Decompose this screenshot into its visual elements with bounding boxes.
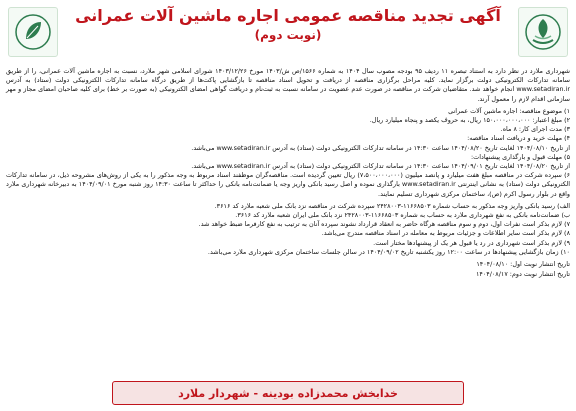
notice-title: آگهی تجدید مناقصه عمومی اجاره ماشین آلات عمرانی xyxy=(75,6,501,25)
municipality-emblem-icon xyxy=(523,12,563,52)
list-item: ۸) لازم بذکر است سایر اطلاعات و جزئیات مربوط به معامله در اسناد مناقصه مندرج می‌باشد. xyxy=(321,229,570,238)
leaf-emblem-icon xyxy=(13,12,53,52)
intro-paragraph: شهرداری ملارد در نظر دارد به استناد تبصره ۱۱ ردیف ۹۵ بودجه مصوب سال ۱۴۰۴ به شماره ۱۵۶۶/ص ش/۱۴۰۳ مورخ ۱۴۰۳/۱۲/۲۶ شورای اسلامی شهر ملارد، نسبت به اجاره ماشین آلات عمرانی، را از طریق سامانه تدارکات الکترونیکی دولت برگزار نماید. کلیه مراحل برگزاری مناقصه از دریافت و تحویل اسناد مناقصه تا بازگشایی پاکت‌ها از طریق درگاه سامانه تدارکات الکترونیکی دولت (ستاد) به آدرس www.setadiran.ir انجام خواهد شد. متقاضیان شرکت در مناقصه در صورت عدم عضویت در سامانه نسبت به ثبت‌نام و دریافت گواهی امضای الکترونیکی (به صورت بر خط) برای کلیه صاحبان امضای مجاز و مهر سازمانی اقدام لازم را معمول آرند. xyxy=(6,67,570,103)
signature-text: خدابخش محمدزاده بودینه - شهردار ملارد xyxy=(178,386,398,400)
publication-date-second: تاریخ انتشار نوبت دوم: ۱۴۰۴/۰۸/۱۷ xyxy=(475,269,570,278)
list-item: ۳) مدت اجرای کار: ۸ ماه. xyxy=(500,125,570,134)
list-item: ۱) موضوع مناقصه: اجاره ماشین آلات عمرانی xyxy=(448,106,570,115)
municipality-logo xyxy=(518,7,568,57)
signature-banner xyxy=(112,381,464,405)
list-item: ۴) مهلت خرید و دریافت اسناد مناقصه: xyxy=(467,134,570,143)
list-item: ب) ضمانت‌نامه بانکی به نفع شهرداری ملارد به حساب به شماره ۱۱۶۶۸۵۰۳-۲۴۲۸۰۰۳ نزد بانک ملی ایران شعبه ملارد کد ۳۶۱۶. xyxy=(235,211,570,220)
notice-body xyxy=(6,67,570,279)
list-item: الف) رسید بانکی واریز وجه مذکور به حساب شماره ۱۱۶۶۸۵۰۳-۲۴۲۸۰۰۳ سپرده شرکت در مناقصه نزد بانک ملی شعبه ملارد کد ۳۶۱۶. xyxy=(214,201,570,210)
list-item: ۱۰) زمان بازگشایی پیشنهادها در ساعت ۱۲:۰۰ روز یکشنبه تاریخ ۱۴۰۴/۰۹/۰۲ در سالن جلسات ساختمان مرکزی شهرداری ملارد می‌باشد. xyxy=(207,247,570,256)
list-item: ۶) سپرده شرکت در مناقصه مبلغ هفت میلیارد و پانصد میلیون (۷،۵۰۰،۰۰۰،۰۰۰) ریال تعیین گردیده است. مناقصه‌گران موظفند اسناد مربوط به وجه مذکور را به یکی از روش‌های مشروحه ذیل، در سامانه تدارکات الکترونیکی دولت (ستاد) به نشانی اینترنتی www.setadiran.ir بارگذاری نموده و اصل رسید بانکی واریز وجه یا ضمانت‌نامه بانکی را حداکثر تا ساعت ۱۴:۳۰ روز شنبه مورخ ۱۴۰۴/۰۹/۰۱ به دبیرخانه شهرداری ملارد واقع در بلوار رسول اکرم (ص)، ساختمان مرکزی شهرداری تسلیم نمایند. xyxy=(6,171,571,198)
notice-subtitle: (نوبت دوم) xyxy=(254,28,322,42)
municipality-logo-left xyxy=(8,7,58,57)
list-item: ۵) مهلت قبول و بارگذاری پیشنهادات: xyxy=(471,152,570,161)
list-item: از تاریخ ۱۴۰۴/۰۸/۲۰ لغایت تاریخ ۱۴۰۴/۰۹/۰۱ ساعت ۱۴:۳۰ در سامانه تدارکات الکترونیکی دولت (ستاد) به آدرس www.setadiran.ir می‌باشد. xyxy=(191,162,570,171)
list-item: از تاریخ ۱۴۰۴/۰۸/۱۰ لغایت تاریخ ۱۴۰۴/۰۸/۲۰ ساعت ۱۴:۳۰ در سامانه تدارکات الکترونیکی دولت (ستاد) به آدرس www.setadiran.ir می‌باشد. xyxy=(191,143,570,152)
list-item: ۲) مبلغ اعتبار: ۱۵۰،۰۰۰،۰۰۰،۰۰۰ ریال، به حروف یکصد و پنجاه میلیارد ریال. xyxy=(369,116,570,125)
list-item: ۷) لازم بذکر است نفرات اول، دوم و سوم مناقصه هرگاه حاضر به انعقاد قرارداد نشوند سپرده آنان به ترتیب به نفع کارفرما ضبط خواهد شد. xyxy=(198,220,570,229)
notice-header xyxy=(6,5,570,67)
publication-dates xyxy=(6,260,570,279)
publication-date-first: تاریخ انتشار نوبت اول: ۱۴۰۴/۰۸/۱۰ xyxy=(476,260,570,269)
list-item: ۹) لازم بذکر است شهرداری در رد یا قبول هر یک از پیشنهادها مختار است. xyxy=(373,238,570,247)
